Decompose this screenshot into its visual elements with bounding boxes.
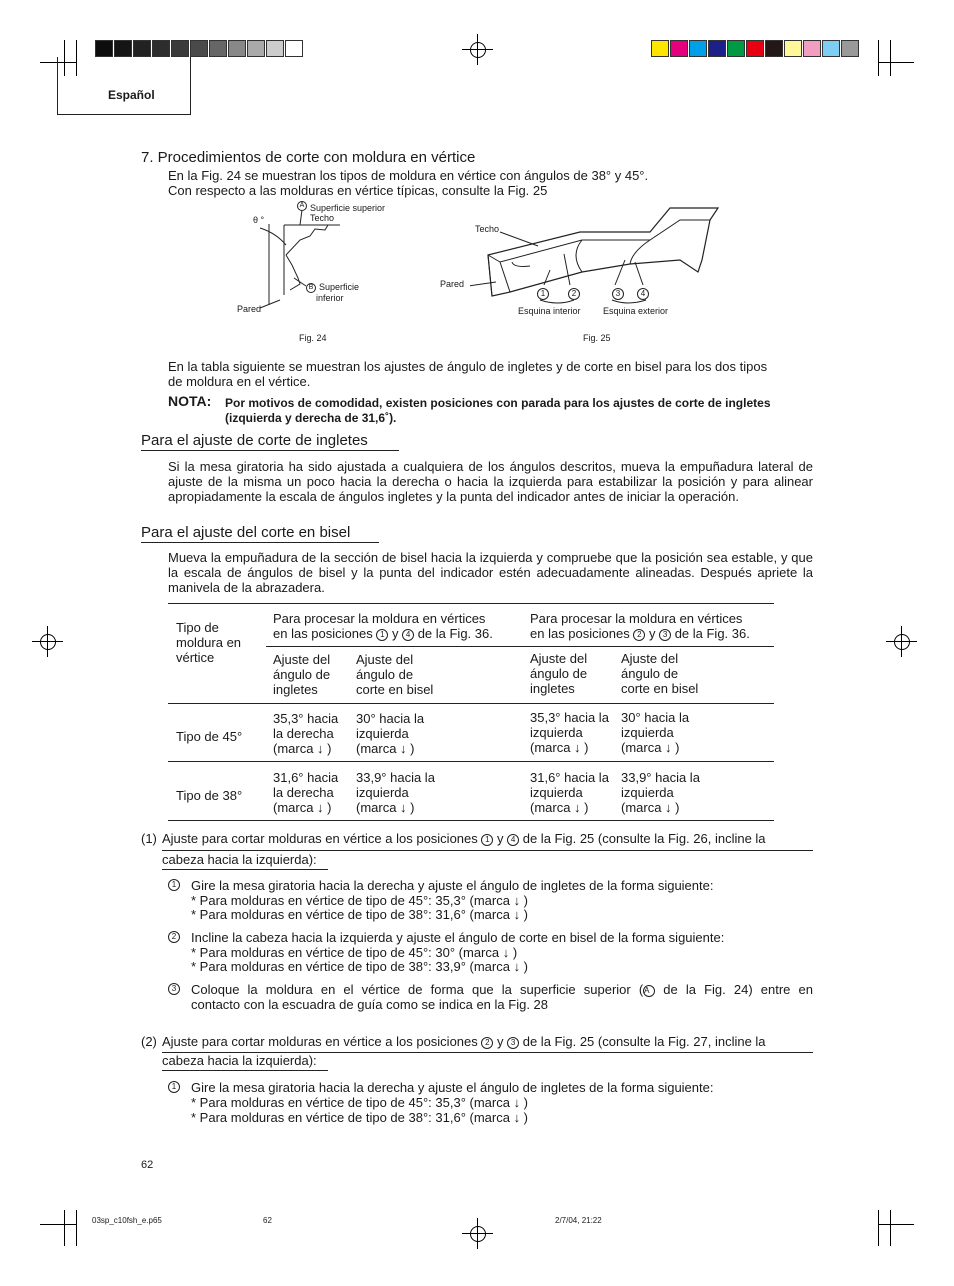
bisel-text: Mueva la empuñadura de la sección de bisel hacia la izquierda y compruebe que la posición sea estable, y que la escala de ángulos de bisel y la punta del indicador estén adecuadamente alineadas. Después apriete la manivela de la abrazadera. [168,550,813,595]
color-bar-swatch [822,40,840,57]
registration-mark-bottom [470,1226,486,1242]
registration-mark-right [894,634,910,650]
footer-page: 62 [263,1216,272,1225]
proc2-step1-b: * Para molduras en vértice de tipo de 38°: 31,6° (marca ↓ ) [191,1110,529,1125]
proc1-step3: Coloque la moldura en el vértice de forma que la superficie superior (A de la Fig. 24) entre en [191,982,813,997]
fig25-num-4: 4 [637,288,649,300]
proc1-number: (1) [141,831,157,846]
proc1-rule-2 [162,869,328,870]
row38-cell-2: 33,9° hacia la izquierda (marca ↓ ) [356,770,435,815]
row38-cell-4: 33,9° hacia la izquierda (marca ↓ ) [621,770,700,815]
fig25-num-2: 2 [568,288,580,300]
gray-bar-swatch [190,40,208,57]
proc1-heading-2: cabeza hacia la izquierda): [162,852,317,867]
ingletes-text: Si la mesa giratoria ha sido ajustada a cualquiera de los ángulos descritos, mueva la empuñadura lateral de ajuste de la misma un poco hacia la derecha o hacia la izquierda para estabilizar la posición y para alinear apropiadamente la escala de ángulos ingletes y la punta del indicador antes de iniciar la operación. [168,459,813,504]
row45-cell-1: 35,3° hacia la derecha (marca ↓ ) [273,711,339,756]
gray-bar-swatch [266,40,284,57]
color-bar-swatch [670,40,688,57]
subheader-ingletes-2: Ajuste del ángulo de ingletes [530,651,588,696]
proc1-step3-line2: contacto con la escuadra de guía como se indica en la Fig. 28 [191,997,548,1012]
bisel-title: Para el ajuste del corte en bisel [141,524,351,541]
fig24-theta: θ ° [253,215,265,225]
bisel-rule [141,542,379,543]
fig24-a-mark: A [297,201,307,211]
proc2-step1-num: 1 [168,1081,180,1093]
proc1-rule-1 [162,850,813,851]
color-bar-swatch [689,40,707,57]
color-bar-swatch [841,40,859,57]
intro-line-2: Con respecto a las molduras en vértice típicas, consulte la Fig. 25 [168,183,548,198]
table-intro-1: En la tabla siguiente se muestran los ajustes de ángulo de ingletes y de corte en bisel para los dos tipos [168,359,768,374]
ingletes-rule [141,450,399,451]
circled-3: 3 [659,629,671,641]
proc2-step1-a: * Para molduras en vértice de tipo de 45°: 35,3° (marca ↓ ) [191,1095,529,1110]
fig25-esquina-exterior: Esquina exterior [603,306,669,316]
page-number: 62 [141,1159,154,1171]
fig24-sup-inferior-1: Superficie [319,282,360,292]
color-bar-swatch [708,40,726,57]
gray-bar-swatch [95,40,113,57]
subheader-ingletes-1: Ajuste del ángulo de ingletes [273,652,331,697]
color-bar-swatch [784,40,802,57]
proc1-step3-num: 3 [168,983,180,995]
footer-date: 2/7/04, 21:22 [555,1216,602,1225]
color-bar-swatch [727,40,745,57]
ingletes-title: Para el ajuste de corte de ingletes [141,432,368,449]
proc2-heading: Ajuste para cortar molduras en vértice a los posiciones 2 y 3 de la Fig. 25 (consulte la Fig. 27, incline la [162,1034,766,1049]
fig24-caption: Fig. 24 [299,333,327,343]
subheader-bisel-2: Ajuste del ángulo de corte en bisel [621,651,699,696]
row38-cell-1: 31,6° hacia la derecha (marca ↓ ) [273,770,339,815]
proc1-step1-a: * Para molduras en vértice de tipo de 45°: 35,3° (marca ↓ ) [191,893,529,908]
group2-header: Para procesar la moldura en vértices en las posiciones 2 y 3 de la Fig. 36. [530,611,750,641]
nota-label: NOTA: [168,393,212,409]
row45-cell-2: 30° hacia la izquierda (marca ↓ ) [356,711,425,756]
fig24-b-mark: B [306,283,316,293]
proc1-step2-num: 2 [168,931,180,943]
fig25-num-3: 3 [612,288,624,300]
row38-label: Tipo de 38° [176,788,243,803]
proc1-step2-b: * Para molduras en vértice de tipo de 38°: 33,9° (marca ↓ ) [191,959,529,974]
color-bar-swatch [765,40,783,57]
proc2-heading-2: cabeza hacia la izquierda): [162,1053,317,1068]
section-title: 7. Procedimientos de corte con moldura en vértice [141,149,476,166]
fig24-techo: Techo [310,213,335,223]
nota-line-1: Por motivos de comodidad, existen posiciones con parada para los ajustes de corte de ingletes [225,396,771,410]
proc1-heading: Ajuste para cortar molduras en vértice a los posiciones 1 y 4 de la Fig. 25 (consulte la Fig. 26, incline la [162,831,766,846]
fig25-caption: Fig. 25 [583,333,611,343]
fig24-pared: Pared [237,304,262,314]
row45-cell-4: 30° hacia la izquierda (marca ↓ ) [621,710,690,755]
proc1-step1-b: * Para molduras en vértice de tipo de 38°: 31,6° (marca ↓ ) [191,907,529,922]
fig25-pared: Pared [440,279,465,289]
gray-bar-swatch [209,40,227,57]
gray-bar-swatch [152,40,170,57]
fig25-techo: Techo [475,224,500,234]
proc1-step1: Gire la mesa giratoria hacia la derecha y ajuste el ángulo de ingletes de la forma siguiente: [191,878,714,893]
fig24-sup-inferior-2: inferior [316,293,344,303]
proc2-number: (2) [141,1034,157,1049]
fig25-num-1: 1 [537,288,549,300]
proc1-step2: Incline la cabeza hacia la izquierda y ajuste el ángulo de corte en bisel de la forma siguiente: [191,930,725,945]
registration-mark-top [470,42,486,58]
nota-line-2: (izquierda y derecha de 31,6˚). [225,411,397,425]
circled-2: 2 [633,629,645,641]
gray-bar-swatch [133,40,151,57]
fig25-drawing [470,200,730,310]
gray-bar-swatch [285,40,303,57]
fig25-esquina-interior: Esquina interior [518,306,581,316]
language-tab [57,57,191,115]
footer-file: 03sp_c10fsh_e.p65 [92,1216,162,1225]
gray-bar-swatch [247,40,265,57]
color-bar-swatch [746,40,764,57]
color-bar-swatch [803,40,821,57]
circled-4: 4 [402,629,414,641]
circled-1: 1 [376,629,388,641]
proc2-step1: Gire la mesa giratoria hacia la derecha y ajuste el ángulo de ingletes de la forma siguiente: [191,1080,714,1095]
subheader-bisel-1: Ajuste del ángulo de corte en bisel [356,652,434,697]
gray-bar-swatch [114,40,132,57]
group1-header: Para procesar la moldura en vértices en las posiciones 1 y 4 de la Fig. 36. [273,611,493,641]
language-label: Español [108,88,155,102]
registration-mark-left [40,634,56,650]
table-intro-2: de moldura en el vértice. [168,374,311,389]
proc1-step1-num: 1 [168,879,180,891]
intro-line-1: En la Fig. 24 se muestran los tipos de moldura en vértice con ángulos de 38° y 45°. [168,168,649,183]
color-bar-swatch [651,40,669,57]
proc1-step2-a: * Para molduras en vértice de tipo de 45°: 30° (marca ↓ ) [191,945,518,960]
row45-label: Tipo de 45° [176,729,243,744]
col0-header: Tipo de moldura en vértice [176,620,242,665]
proc2-rule-2 [162,1070,328,1071]
gray-bar-swatch [171,40,189,57]
row38-cell-3: 31,6° hacia la izquierda (marca ↓ ) [530,770,609,815]
row45-cell-3: 35,3° hacia la izquierda (marca ↓ ) [530,710,609,755]
fig24-sup-superior: Superficie superior [310,203,386,213]
gray-bar-swatch [228,40,246,57]
